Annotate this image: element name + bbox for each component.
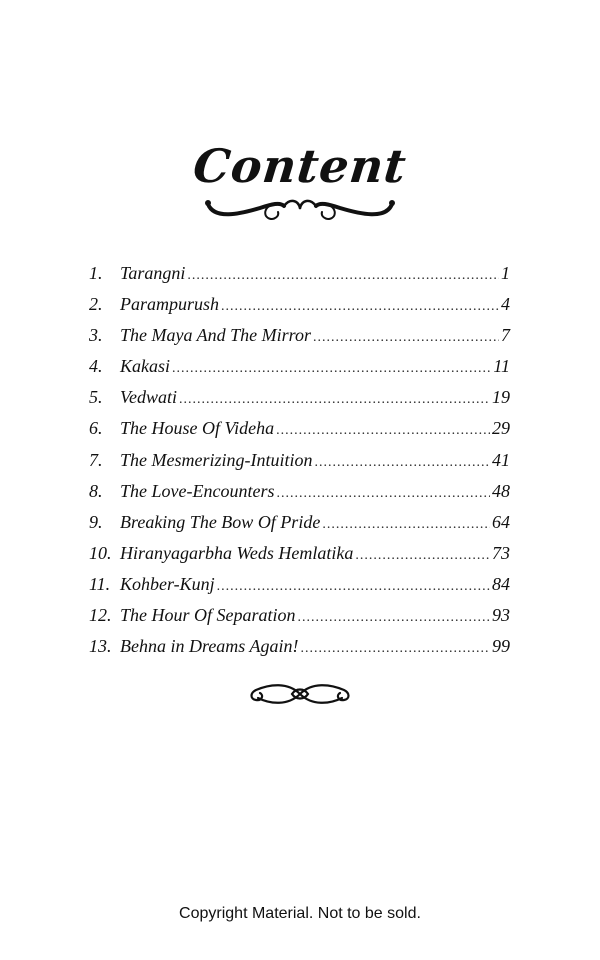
swirl-divider-icon <box>200 190 400 230</box>
toc-entry-9[interactable] <box>89 507 510 538</box>
toc-title: Behna in Dreams Again! <box>120 636 299 657</box>
toc-page-number: 29 <box>492 418 510 439</box>
table-of-contents <box>89 258 510 662</box>
toc-title: Vedwati <box>120 387 177 408</box>
toc-number: 11. <box>89 573 111 594</box>
toc-entry-11[interactable] <box>89 569 510 600</box>
toc-entry-10[interactable] <box>89 538 510 569</box>
toc-page-number: 7 <box>501 325 510 346</box>
dot-leader <box>298 602 491 633</box>
toc-number: 9. <box>89 511 103 532</box>
dot-leader <box>276 415 490 446</box>
toc-page-number: 1 <box>501 263 510 283</box>
dot-leader <box>355 540 490 571</box>
toc-title: The Hour Of Separation <box>120 605 296 626</box>
toc-entry-5[interactable] <box>89 382 510 413</box>
toc-page-number: 11 <box>493 356 510 377</box>
toc-title: Tarangni <box>120 263 186 283</box>
dot-leader <box>276 478 490 509</box>
toc-page-number: 64 <box>492 511 510 532</box>
dot-leader <box>172 353 491 384</box>
toc-number: 4. <box>89 356 103 377</box>
toc-entry-12[interactable] <box>89 600 510 631</box>
flourish-divider-icon <box>248 680 352 708</box>
toc-number: 6. <box>89 418 103 439</box>
toc-page-number: 41 <box>492 449 510 470</box>
dot-leader <box>314 447 490 478</box>
dot-leader <box>187 260 499 291</box>
toc-page-number: 48 <box>492 480 510 501</box>
toc-page-number: 99 <box>492 636 510 657</box>
dot-leader <box>221 291 499 322</box>
toc-entry-2[interactable] <box>89 289 510 320</box>
page-title: Content <box>190 138 410 193</box>
toc-entry-7[interactable] <box>89 445 510 476</box>
toc-title: Breaking The Bow Of Pride <box>120 511 321 532</box>
toc-title: Kohber-Kunj <box>120 573 215 594</box>
toc-page-number: 4 <box>501 294 510 315</box>
toc-number: 13. <box>89 636 112 657</box>
toc-title: The Love-Encounters <box>120 480 275 501</box>
toc-page-number: 93 <box>492 605 510 626</box>
toc-number: 10. <box>89 542 112 563</box>
toc-number: 12. <box>89 605 112 626</box>
toc-title: The Maya And The Mirror <box>120 325 311 346</box>
toc-page-number: 73 <box>492 542 510 563</box>
toc-title: The House Of Videha <box>120 418 275 439</box>
toc-title: Parampurush <box>120 294 220 315</box>
dot-leader <box>179 384 490 415</box>
toc-entry-4[interactable] <box>89 351 510 382</box>
toc-entry-1[interactable] <box>89 258 510 289</box>
dot-leader <box>217 571 490 602</box>
toc-number: 1. <box>89 263 103 283</box>
toc-entry-8[interactable] <box>89 476 510 507</box>
toc-number: 7. <box>89 449 103 470</box>
toc-number: 3. <box>89 325 103 346</box>
toc-page-number: 19 <box>492 387 510 408</box>
toc-entry-3[interactable] <box>89 320 510 351</box>
dot-leader <box>313 322 499 353</box>
toc-page-number: 84 <box>492 573 510 594</box>
toc-number: 5. <box>89 387 103 408</box>
toc-entry-6[interactable] <box>89 413 510 444</box>
dot-leader <box>322 509 490 540</box>
toc-title: Kakasi <box>120 356 171 377</box>
toc-title: The Mesmerizing-Intuition <box>120 449 313 470</box>
toc-entry-13[interactable] <box>89 631 510 662</box>
copyright-notice: Copyright Material. Not to be sold. <box>179 905 421 922</box>
toc-number: 8. <box>89 480 103 501</box>
toc-number: 2. <box>89 294 103 315</box>
toc-title: Hiranyagarbha Weds Hemlatika <box>120 542 354 563</box>
dot-leader <box>300 633 490 664</box>
